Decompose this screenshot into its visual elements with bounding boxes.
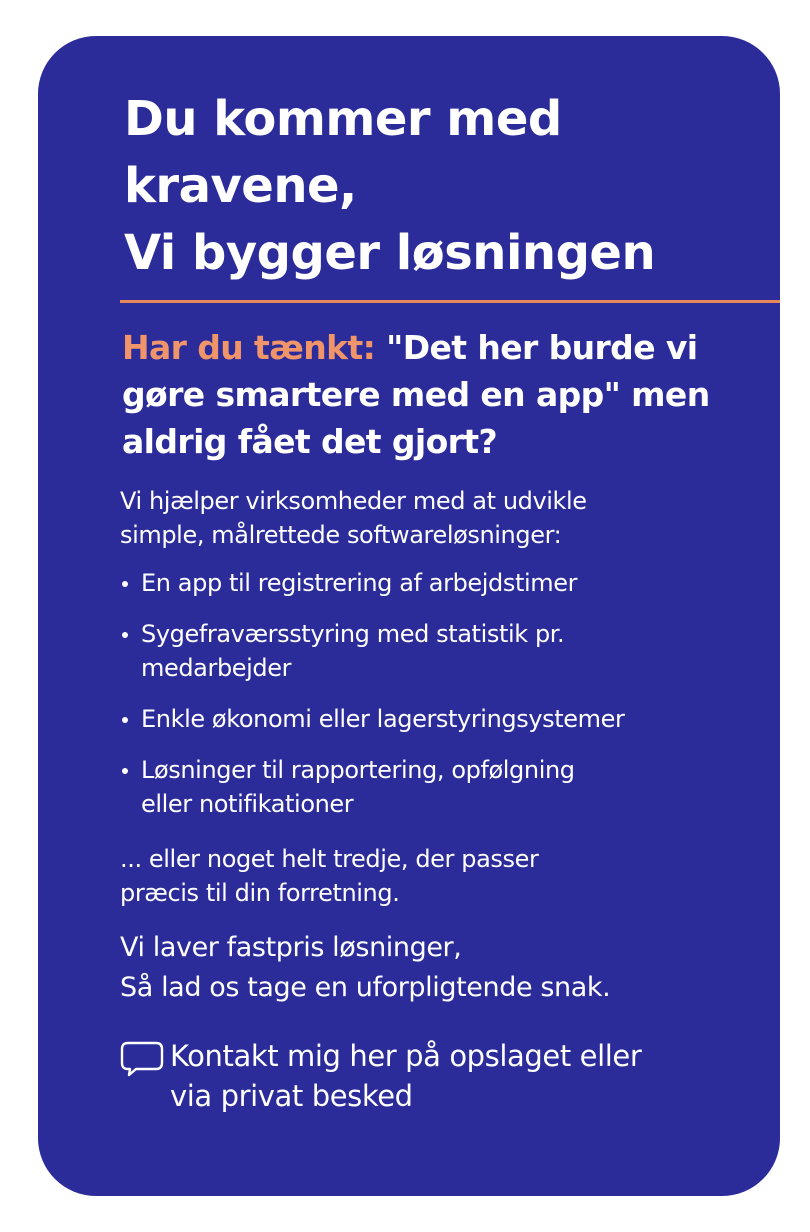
contact-line-1: Kontakt mig her på opslaget eller (170, 1039, 642, 1073)
divider (120, 300, 780, 303)
question-line-1 (122, 324, 710, 371)
headline (124, 86, 655, 287)
list-item-line-1: En app til registrering af arbejdstimer (141, 569, 578, 597)
intro-line-2: simple, målrettede softwareløsninger: (120, 521, 562, 549)
headline-line-1: Du kommer med (124, 91, 562, 147)
promo-card (38, 36, 780, 1196)
list-item-line-2: eller notifikationer (141, 790, 354, 818)
list-item-line-2: medarbejder (141, 654, 292, 682)
headline-line-2: kravene, (124, 158, 357, 214)
headline-line-3: Vi bygger løsningen (124, 225, 656, 281)
bullet-dot-icon (122, 632, 128, 638)
question-line-3: aldrig fået det gjort? (122, 422, 498, 461)
list-item (120, 617, 624, 685)
bullet-dot-icon (122, 768, 128, 774)
list-item-line-1: Sygefraværsstyring med statistik pr. (141, 620, 565, 648)
list-item (120, 753, 624, 821)
question-line-1-rest: "Det her burde vi (375, 328, 698, 367)
contact-line-2: via privat besked (170, 1079, 413, 1113)
outro-text (120, 842, 538, 910)
bullet-dot-icon (122, 717, 128, 723)
fixed-price-line-2: Så lad os tage en uforpligtende snak. (120, 972, 611, 1003)
list-item-line-1: Enkle økonomi eller lagerstyringsystemer (141, 705, 625, 733)
outro-line-1: ... eller noget helt tredje, der passer (120, 845, 539, 873)
solutions-list (120, 566, 624, 838)
chat-bubble-icon (120, 1041, 164, 1077)
question-accent: Har du tænkt: (122, 328, 376, 367)
list-item (120, 566, 624, 600)
fixed-price-text (120, 928, 610, 1008)
intro-text (120, 484, 587, 552)
list-item (120, 702, 624, 736)
outro-line-2: præcis til din forretning. (120, 879, 400, 907)
bullet-dot-icon (122, 581, 128, 587)
intro-line-1: Vi hjælper virksomheder med at udvikle (120, 487, 587, 515)
list-item-line-1: Løsninger til rapportering, opfølgning (141, 756, 575, 784)
contact-text (170, 1036, 641, 1116)
question-line-2: gøre smartere med en app" men (122, 375, 710, 414)
question-heading (122, 324, 710, 465)
fixed-price-line-1: Vi laver fastpris løsninger, (120, 932, 462, 963)
